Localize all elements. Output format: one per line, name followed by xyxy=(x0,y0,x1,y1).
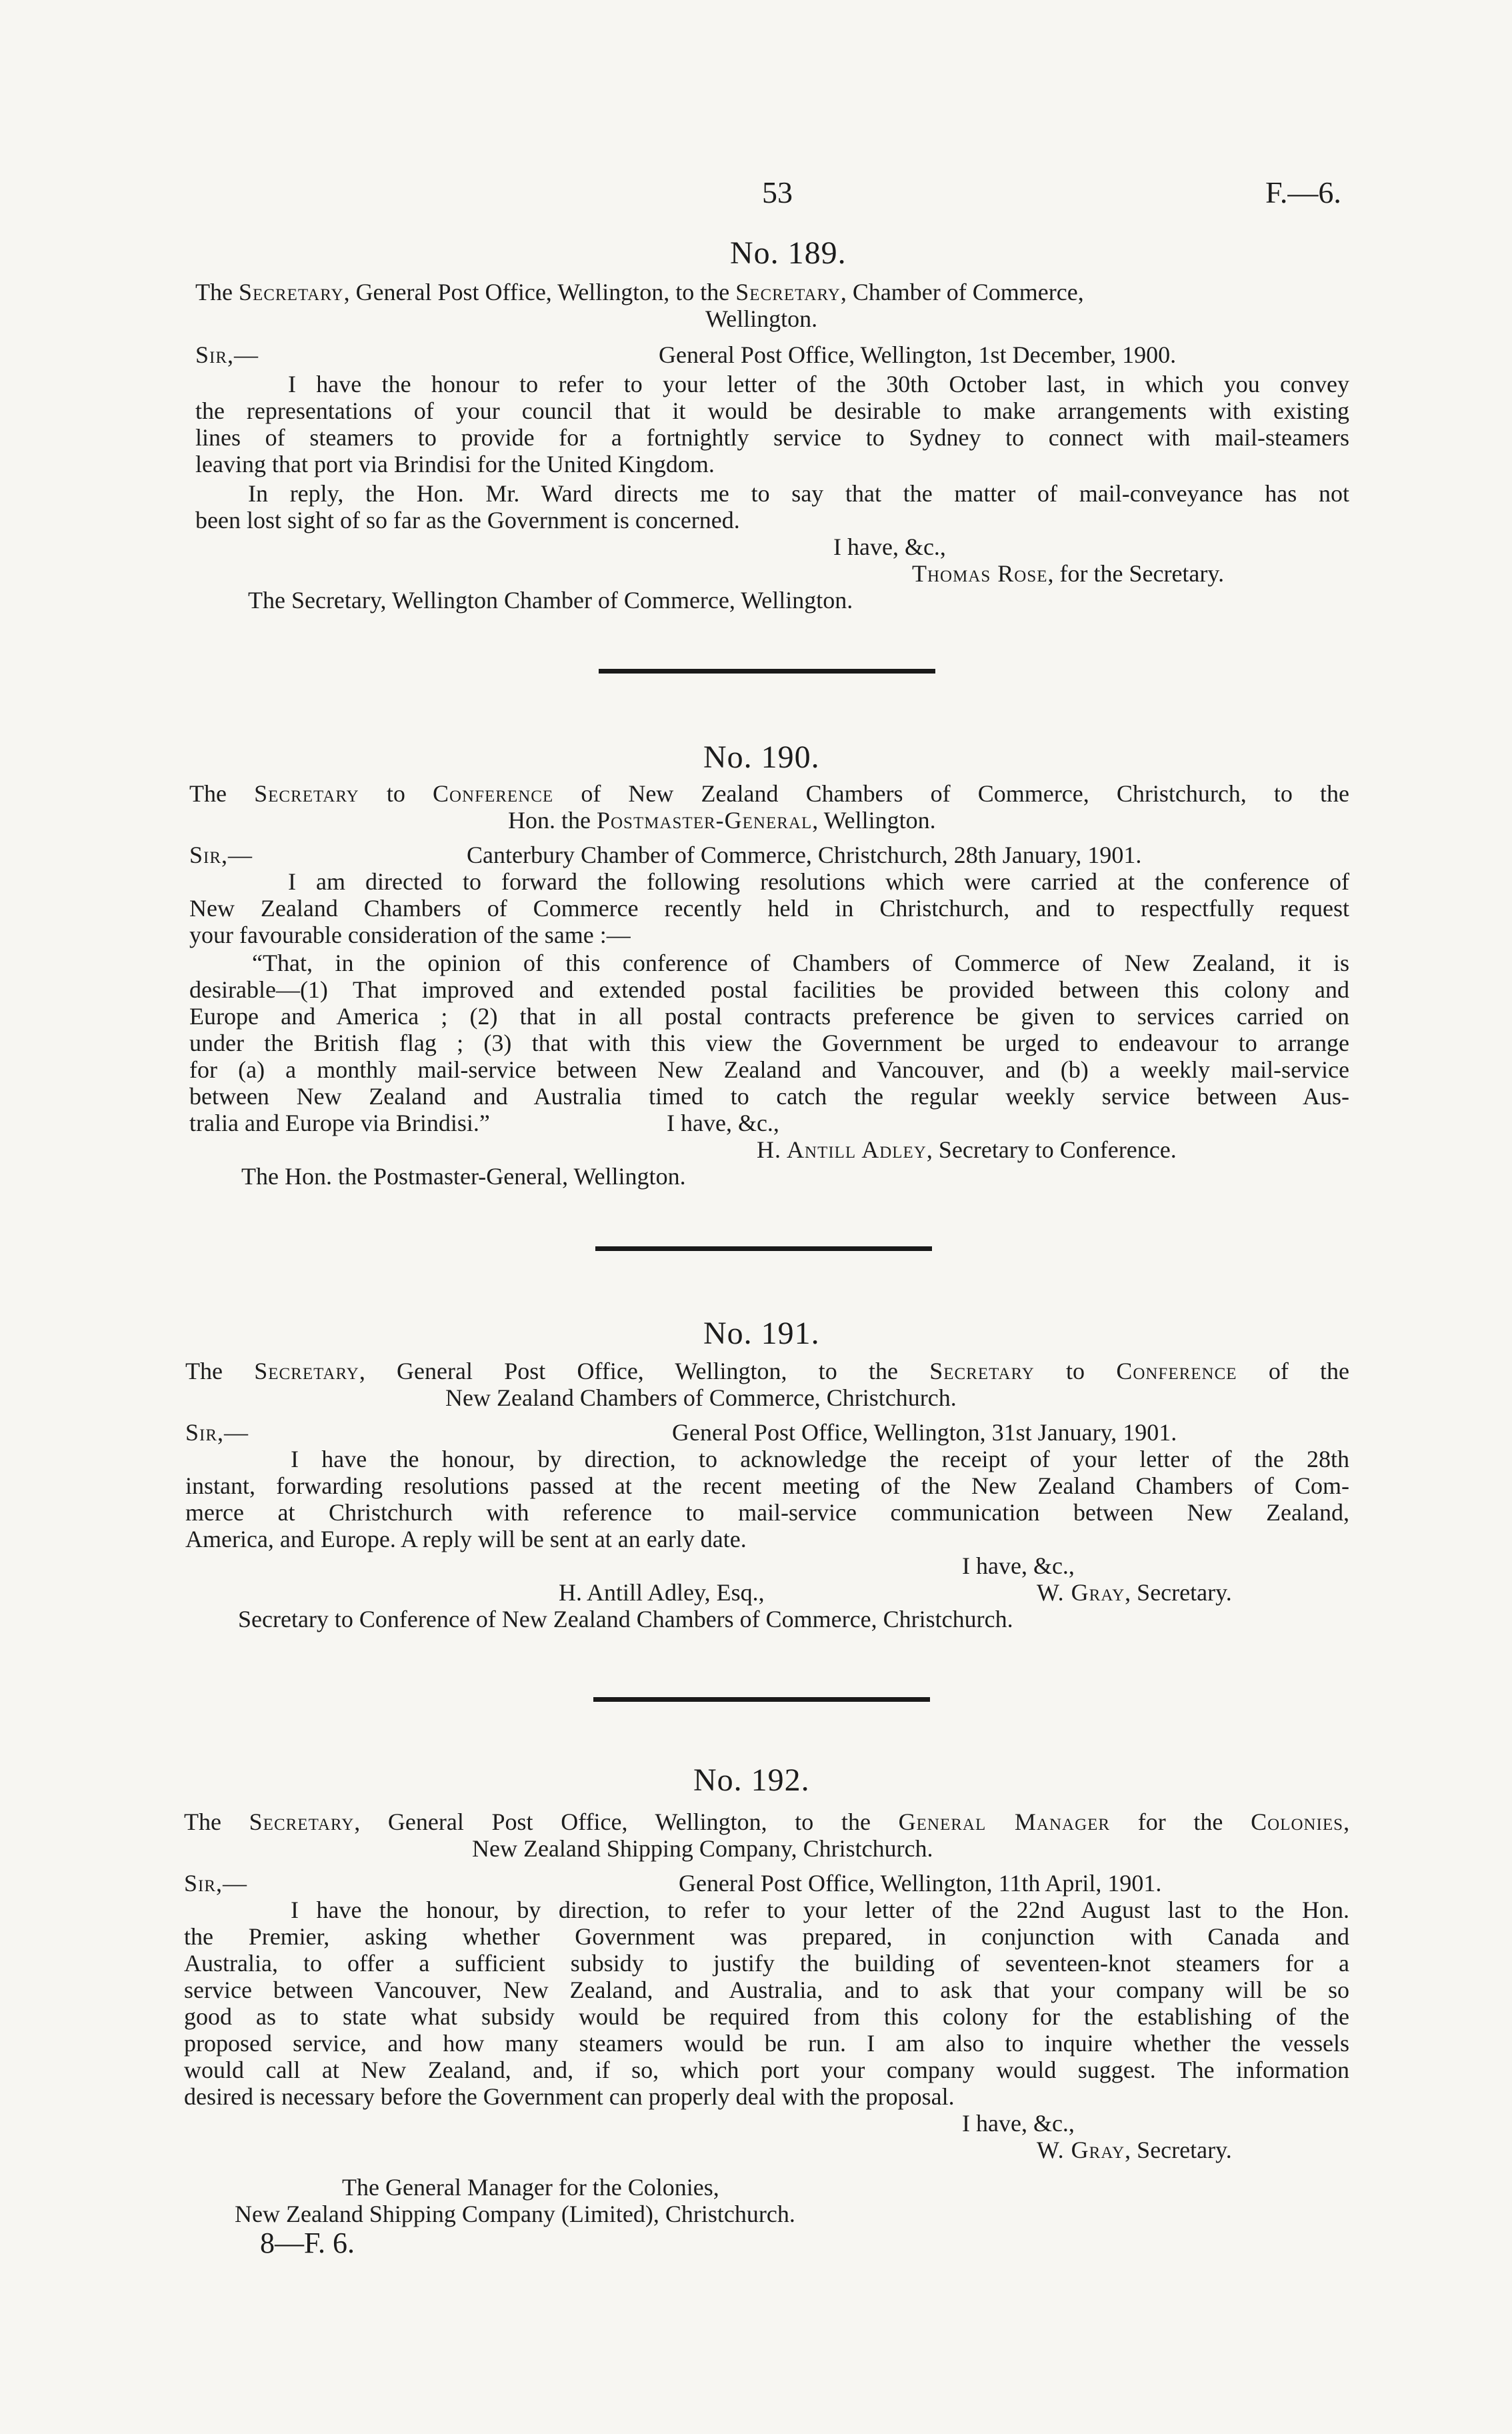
signature-mark: 8—F. 6. xyxy=(260,2227,355,2259)
body-line: instant, forwarding resolutions passed at the recent meeting of the New Zealand Chambers of Com- xyxy=(185,1472,1349,1499)
body-line: leaving that port via Brindisi for the United Kingdom. xyxy=(195,451,715,477)
closing: I have, &c., xyxy=(962,2110,1075,2137)
signature: H. Antill Adley, Secretary to Conference. xyxy=(757,1136,1177,1163)
body-line: the representations of your council that it would be desirable to make arrangements with existing xyxy=(195,397,1349,424)
body-line: I have the honour, by direction, to acknowledge the receipt of your letter of the 28th xyxy=(291,1446,1349,1472)
letter-heading-cont: New Zealand Chambers of Commerce, Christchurch. xyxy=(445,1384,957,1411)
letter-heading: The Secretary, General Post Office, Wellington, to the Secretary, Chamber of Commerce, xyxy=(195,279,1084,305)
letter-number: No. 189. xyxy=(730,235,847,271)
body-line: desired is necessary before the Government can properly deal with the proposal. xyxy=(184,2083,955,2110)
signature: W. Gray, Secretary. xyxy=(1037,1579,1232,1606)
section-divider xyxy=(599,669,935,674)
addressee: The Secretary, Wellington Chamber of Commerce, Wellington. xyxy=(248,587,853,614)
body-line: In reply, the Hon. Mr. Ward directs me to say that the matter of mail-conveyance has not xyxy=(248,480,1349,507)
addressee: Secretary to Conference of New Zealand Chambers of Commerce, Christchurch. xyxy=(238,1606,1013,1632)
body-line: Europe and America ; (2) that in all postal contracts preference be given to services carried on xyxy=(189,1003,1349,1030)
letter-number: No. 191. xyxy=(703,1316,820,1351)
closing: I have, &c., xyxy=(833,533,946,560)
letter-heading-cont: Wellington. xyxy=(705,305,818,332)
body-line: would call at New Zealand, and, if so, which port your company would suggest. The information xyxy=(184,2057,1349,2083)
section-divider xyxy=(595,1246,932,1251)
salutation: Sir,— xyxy=(184,1870,248,1897)
dateline: General Post Office, Wellington, 1st December, 1900. xyxy=(659,341,1177,368)
letter-heading-cont: New Zealand Shipping Company, Christchurch. xyxy=(472,1835,933,1862)
dateline: General Post Office, Wellington, 31st January, 1901. xyxy=(672,1419,1177,1446)
body-line: desirable—(1) That improved and extended postal facilities be provided between this colony and xyxy=(189,976,1349,1003)
letter-number: No. 192. xyxy=(693,1762,810,1798)
signature: Thomas Rose, for the Secretary. xyxy=(912,560,1225,587)
body-line: I am directed to forward the following resolutions which were carried at the conference of xyxy=(288,868,1349,895)
body-line: America, and Europe. A reply will be sent at an early date. xyxy=(185,1526,747,1552)
body-line: the Premier, asking whether Government was prepared, in conjunction with Canada and xyxy=(184,1923,1349,1950)
body-line: Australia, to offer a sufficient subsidy to justify the building of seventeen-knot steamers for a xyxy=(184,1950,1349,1977)
body-line: good as to state what subsidy would be required from this colony for the establishing of the xyxy=(184,2003,1349,2030)
addressee: The Hon. the Postmaster-General, Wellington. xyxy=(241,1163,686,1190)
addressee: New Zealand Shipping Company (Limited), Christchurch. xyxy=(235,2201,795,2227)
letter-heading: The Secretary, General Post Office, Wellington, to the Secretary to Conference of the xyxy=(185,1358,1350,1384)
salutation: Sir,— xyxy=(195,341,259,368)
addressee-name: H. Antill Adley, Esq., xyxy=(559,1579,765,1606)
section-divider xyxy=(593,1697,930,1702)
letter-heading: The Secretary to Conference of New Zealand Chambers of Commerce, Christchurch, to the xyxy=(189,780,1350,807)
dateline: General Post Office, Wellington, 11th April, 1901. xyxy=(679,1870,1162,1897)
salutation: Sir,— xyxy=(185,1419,249,1446)
body-line: between New Zealand and Australia timed to catch the regular weekly service between Aus- xyxy=(189,1083,1349,1110)
body-line: your favourable consideration of the same :— xyxy=(189,922,631,948)
page-number: 53 xyxy=(762,175,793,209)
dateline: Canterbury Chamber of Commerce, Christchurch, 28th January, 1901. xyxy=(467,842,1142,868)
body-line: “That, in the opinion of this conference of Chambers of Commerce of New Zealand, it is xyxy=(252,950,1349,976)
body-line: merce at Christchurch with reference to mail-service communication between New Zealand, xyxy=(185,1499,1349,1526)
body-line: lines of steamers to provide for a fortnightly service to Sydney to connect with mail-steamers xyxy=(195,424,1349,451)
body-line: I have the honour, by direction, to refer to your letter of the 22nd August last to the Hon. xyxy=(291,1897,1349,1923)
signature: W. Gray, Secretary. xyxy=(1037,2137,1232,2163)
body-line: under the British flag ; (3) that with this view the Government be urged to endeavour to arrange xyxy=(189,1030,1349,1056)
body-line: proposed service, and how many steamers would be run. I am also to inquire whether the vessels xyxy=(184,2030,1349,2057)
letter-heading-cont: Hon. the Postmaster-General, Wellington. xyxy=(508,807,936,834)
body-line: I have the honour to refer to your letter of the 30th October last, in which you convey xyxy=(288,371,1349,397)
body-line: New Zealand Chambers of Commerce recently held in Christchurch, and to respectfully request xyxy=(189,895,1349,922)
closing: I have, &c., xyxy=(962,1552,1075,1579)
salutation: Sir,— xyxy=(189,842,253,868)
document-reference: F.—6. xyxy=(1265,175,1341,209)
body-line: service between Vancouver, New Zealand, and Australia, and to ask that your company will be so xyxy=(184,1977,1349,2003)
closing: I have, &c., xyxy=(667,1110,779,1136)
body-line: been lost sight of so far as the Government is concerned. xyxy=(195,507,740,533)
body-line: tralia and Europe via Brindisi.” xyxy=(189,1110,490,1136)
letter-number: No. 190. xyxy=(703,740,820,775)
letter-heading: The Secretary, General Post Office, Wellington, to the General Manager for the Colonies, xyxy=(184,1808,1350,1835)
body-line: for (a) a monthly mail-service between New Zealand and Vancouver, and (b) a weekly mail-service xyxy=(189,1056,1349,1083)
addressee: The General Manager for the Colonies, xyxy=(342,2174,719,2201)
